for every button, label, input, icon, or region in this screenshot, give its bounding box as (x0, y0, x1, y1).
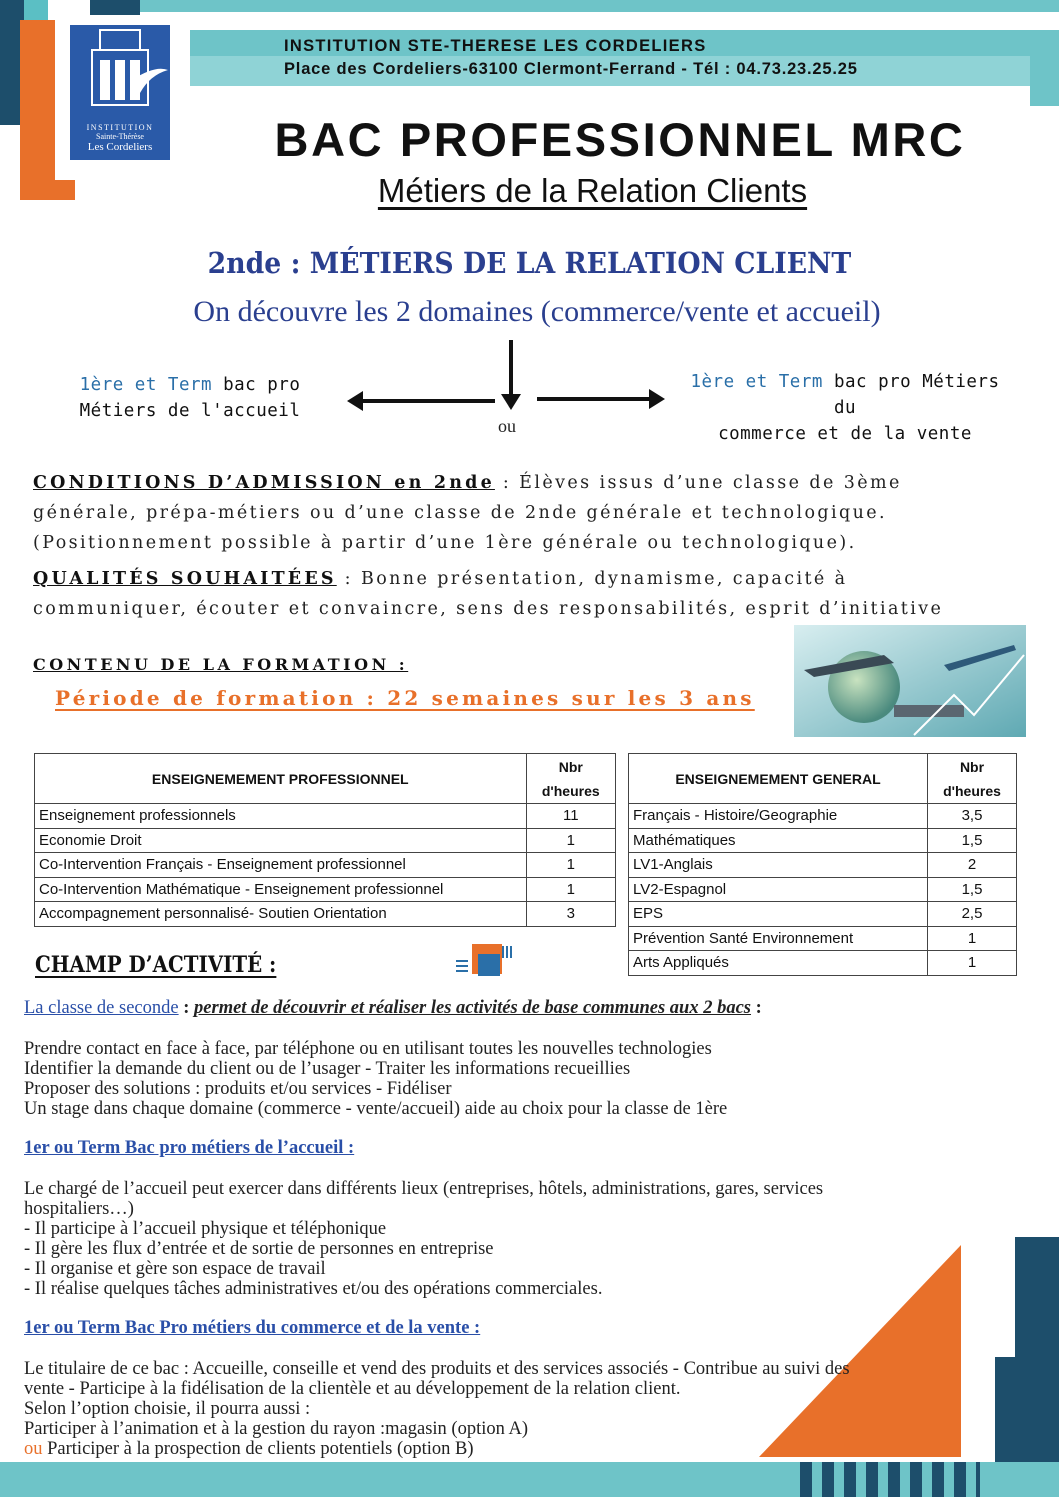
periode-text: Période de formation : 22 semaines sur les 3 ans (55, 686, 755, 710)
table-row (35, 804, 616, 829)
table-row (629, 804, 1017, 829)
qualites-text: : Bonne présentation, dynamisme, capacité à communiquer, écouter et convaincre, sens des responsabilités, esprit d’initiative (33, 569, 944, 619)
table-pro-hours-header (526, 754, 615, 804)
row-label: Accompagnement personnalisé- Soutien Orientation (35, 902, 527, 927)
list-item: Un stage dans chaque domaine (commerce - vente/accueil) aide au choix pour la classe de 1ère (24, 1099, 728, 1119)
list-item: Le chargé de l’accueil peut exercer dans différents lieux (entreprises, hôtels, administrations, gares, services (24, 1179, 824, 1199)
hours-header-line1: Nbr (959, 758, 985, 775)
seconde-heading (24, 998, 762, 1019)
row-label: LV2-Espagnol (629, 877, 928, 902)
logo (70, 25, 170, 160)
row-label: Enseignement professionnels (35, 804, 527, 829)
row-hours: 3 (526, 902, 615, 927)
logo-line2: Sainte-Thérèse (96, 132, 144, 141)
row-label: LV1-Anglais (629, 853, 928, 878)
seconde-sep: : (178, 998, 195, 1018)
table-row (629, 951, 1017, 976)
qualites-label: QUALITÉS SOUHAITÉES (33, 569, 337, 589)
commerce-list (24, 1359, 1044, 1459)
row-hours: 1 (526, 853, 615, 878)
row-hours: 1,5 (928, 877, 1017, 902)
logo-building-icon (70, 25, 170, 120)
list-item: Participer à l’animation et à la gestion du rayon :magasin (option A) (24, 1419, 528, 1439)
option-right-rest: bac pro Métiers du (822, 372, 1000, 418)
row-hours: 1 (928, 926, 1017, 951)
row-hours: 1 (526, 828, 615, 853)
row-hours: 1,5 (928, 828, 1017, 853)
list-item: - Il organise et gère son espace de travail (24, 1259, 326, 1279)
or-word: ou (24, 1439, 43, 1459)
option-right-prefix: 1ère et Term (690, 372, 823, 392)
table-row (629, 902, 1017, 927)
conditions-label: CONDITIONS D’ADMISSION en 2nde (33, 473, 495, 493)
list-item: - Il gère les flux d’entrée et de sortie de personnes en entreprise (24, 1239, 494, 1259)
table-gen-hours-header (928, 754, 1017, 804)
list-item: - Il réalise quelques tâches administratives et/ou des opérations commerciales. (24, 1279, 603, 1299)
logo-line1: INSTITUTION (86, 123, 154, 132)
list-item: hospitaliers…) (24, 1199, 134, 1219)
list-item: Prendre contact en face à face, par téléphone ou en utilisant toutes les nouvelles technologies (24, 1039, 712, 1059)
institution-name: INSTITUTION STE-THERESE LES CORDELIERS (284, 37, 707, 55)
sub-title: Métiers de la Relation Clients (377, 172, 808, 209)
list-item: Proposer des solutions : produits et/ou services - Fidéliser (24, 1079, 452, 1099)
champ-title: CHAMP D’ACTIVITÉ : (35, 952, 277, 978)
table-row (629, 926, 1017, 951)
logistics-image (794, 625, 1026, 737)
conditions-paragraph (33, 468, 993, 558)
list-item (24, 1439, 1044, 1459)
option-left-prefix: 1ère et Term (79, 375, 213, 395)
seconde-subtitle: On découvre les 2 domaines (commerce/vente et accueil) (193, 295, 881, 328)
or-label: ou (498, 416, 516, 436)
commerce-last-text: Participer à la prospection de clients potentiels (option B) (42, 1439, 474, 1459)
arrow-left-icon (347, 391, 495, 411)
option-left (60, 372, 320, 424)
row-label: Français - Histoire/Geographie (629, 804, 928, 829)
row-label: Co-Intervention Mathématique - Enseignement professionnel (35, 877, 527, 902)
row-hours: 1 (526, 877, 615, 902)
table-pro-header: ENSEIGNEMEMENT PROFESSIONNEL (35, 754, 527, 804)
logo-line3: Les Cordeliers (87, 141, 153, 153)
hours-header-line2: d'heures (541, 782, 600, 799)
deco-header-right-block (1030, 56, 1059, 106)
table-row (35, 828, 616, 853)
option-left-line2: Métiers de l'accueil (79, 401, 301, 421)
option-right-line2: commerce et de la vente (718, 424, 972, 444)
row-label: Prévention Santé Environnement (629, 926, 928, 951)
row-hours: 1 (928, 951, 1017, 976)
institution-address: Place des Cordeliers-63100 Clermont-Ferrand - Tél : 04.73.23.25.25 (284, 60, 858, 78)
table-row (35, 877, 616, 902)
seconde-end: : (751, 998, 762, 1018)
list-item: Selon l’option choisie, il pourra aussi : (24, 1399, 311, 1419)
qualites-paragraph (33, 564, 963, 624)
row-hours: 2 (928, 853, 1017, 878)
accueil-heading: 1er ou Term Bac pro métiers de l’accueil : (24, 1138, 355, 1158)
list-item: Le titulaire de ce bac : Accueille, conseille et vend des produits et des services associés - Contribue au suivi des (24, 1359, 850, 1379)
table-row (35, 902, 616, 927)
hours-header-line1: Nbr (558, 758, 583, 775)
row-hours: 3,5 (928, 804, 1017, 829)
option-right (680, 369, 1010, 447)
row-label: Arts Appliqués (629, 951, 928, 976)
table-row (629, 853, 1017, 878)
seconde-list (24, 1039, 1044, 1119)
seconde-link-label: La classe de seconde (24, 998, 179, 1018)
deco-bottom-stripes (800, 1462, 980, 1497)
activity-icon (454, 940, 520, 984)
list-item: Identifier la demande du client ou de l’usager - Traiter les informations recueillies (24, 1059, 631, 1079)
row-label: Co-Intervention Français - Enseignement professionnel (35, 853, 527, 878)
conditions-text: : Élèves issus d’une classe de 3ème générale, prépa-métiers ou d’une classe de 2nde générale et technologique. (Positionnement possible à partir d’une 1ère générale ou technologique). (33, 473, 902, 553)
seconde-desc: permet de découvrir et réaliser les activités de base communes aux 2 bacs (194, 998, 752, 1018)
seconde-title: 2nde : MÉTIERS DE LA RELATION CLIENT (207, 246, 852, 280)
arrow-right-icon (537, 389, 665, 409)
row-label: Mathématiques (629, 828, 928, 853)
table-row (35, 853, 616, 878)
row-hours: 2,5 (928, 902, 1017, 927)
table-row (629, 828, 1017, 853)
arrows-diagram (345, 338, 685, 418)
table-enseignement-general (628, 753, 1017, 976)
deco-top-bar-teal (90, 0, 1059, 12)
row-hours: 11 (526, 804, 615, 829)
commerce-heading: 1er ou Term Bac Pro métiers du commerce et de la vente : (24, 1318, 481, 1338)
option-left-rest: bac pro (212, 375, 301, 395)
arrow-down-icon (501, 340, 521, 410)
contenu-label: CONTENU DE LA FORMATION : (33, 655, 409, 674)
list-item: - Il participe à l’accueil physique et téléphonique (24, 1219, 387, 1239)
list-item: vente - Participe à la fidélisation de la clientèle et au développement de la relation client. (24, 1379, 681, 1399)
hours-header-line2: d'heures (943, 782, 1001, 799)
main-title: BAC PROFESSIONNEL MRC (274, 113, 966, 166)
table-row (629, 877, 1017, 902)
row-label: EPS (629, 902, 928, 927)
table-enseignement-professionnel (34, 753, 616, 927)
table-gen-header: ENSEIGNEMEMENT GENERAL (629, 754, 928, 804)
row-label: Economie Droit (35, 828, 527, 853)
